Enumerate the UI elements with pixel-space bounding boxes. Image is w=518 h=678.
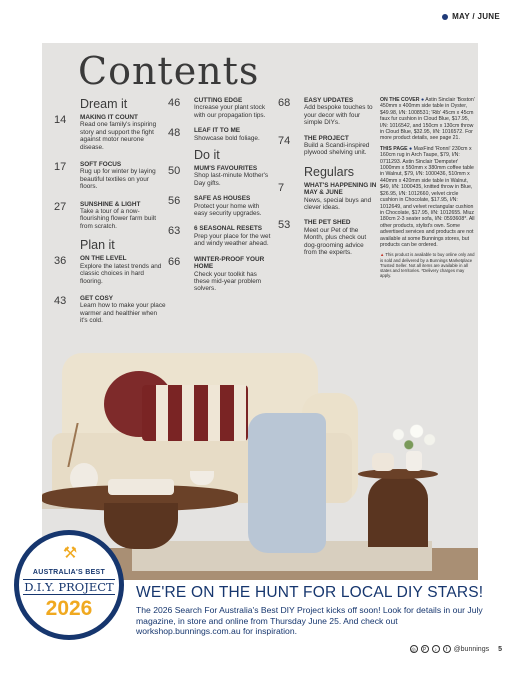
toc-entry[interactable] bbox=[278, 219, 378, 256]
ceramic-pot bbox=[372, 453, 394, 471]
hammer-icon: ⚒ bbox=[62, 545, 78, 562]
toc-entry[interactable] bbox=[168, 225, 274, 247]
toc-entry-title: CUTTING EDGE bbox=[194, 97, 243, 104]
toc-entry-title: 6 SEASONAL RESETS bbox=[194, 225, 263, 233]
toc-entry-title: THE PET SHED bbox=[304, 219, 351, 227]
this-page-text: MaxFind 'Ronni' 230cm x 160cm rug in Arch Taupe, $79, I/N: 0711293. Astin Sinclair 'Dempster' 1000mm x 550mm x 380mm coffee table in Walnut, $79, I/N: 1000436, 510mm x 440mm x 420mm side table in Walnut, $49, I/N: 1000435, knitted throw in Blue, $26.95, I/N: 1012660, velvet circle cushion in Chocolate, $17.95, I/N: 1012649, and velvet rectangular cushion in Chocolate, $17.95, I/N: 1012655. Miuz 180cm 2-3 seater sofa, I/N: 0593608*. All other products, stylist's own. Some advertised services and products are not available at some Bunnings stores, but products can be ordered. bbox=[380, 145, 475, 248]
toc-entry[interactable] bbox=[278, 97, 378, 127]
pinterest-icon[interactable]: P bbox=[421, 645, 429, 653]
toc-entry[interactable] bbox=[168, 165, 274, 187]
toc-entry-desc: Check your toolkit has these mid-year problem solvers. bbox=[194, 270, 262, 293]
toc-entry[interactable] bbox=[168, 195, 274, 217]
flowers bbox=[388, 421, 440, 455]
toc-entry-title: WINTER-PROOF YOUR HOME bbox=[194, 255, 265, 271]
this-page-label: THIS PAGE bbox=[380, 145, 408, 152]
toc-entry-title: MAKING IT COUNT bbox=[80, 114, 138, 121]
toc-entry-desc: Prep your place for the wet and windy weather ahead. bbox=[194, 232, 271, 248]
badge-line2: D.I.Y. PROJECT bbox=[24, 580, 114, 594]
badge-year: 2026 bbox=[45, 597, 93, 620]
toc-entry-title: GET COSY bbox=[80, 294, 114, 302]
toc-entry-title: SOFT FOCUS bbox=[80, 161, 122, 169]
section-do-it: Do it bbox=[194, 148, 220, 163]
toc-entry-desc: Protect your home with easy security upgrades. bbox=[194, 202, 262, 218]
toc-entry-desc: Read one family's inspiring story and support the fight against motor neurone disease. bbox=[80, 121, 157, 151]
tiktok-icon[interactable]: ♪ bbox=[432, 645, 440, 653]
striped-cushion bbox=[142, 385, 248, 441]
toc-entry-desc: Rug up for winter by laying beautiful textiles on your floors. bbox=[80, 168, 156, 191]
toc-page-number: 36 bbox=[54, 255, 67, 268]
toc-page-number: 66 bbox=[168, 255, 181, 268]
toc-entry[interactable] bbox=[278, 135, 378, 157]
toc-page-number: 53 bbox=[278, 219, 291, 232]
toc-entry-title: MUM'S FAVOURITES bbox=[194, 165, 258, 173]
toc-page-number: 17 bbox=[54, 161, 67, 174]
toc-page-number: 14 bbox=[54, 114, 67, 126]
toc-entry-desc: Learn how to make your place warmer and healthier when it's cold. bbox=[80, 302, 166, 325]
toc-entry-desc: Shop last-minute Mother's Day gifts. bbox=[194, 172, 269, 187]
toc-entry-title: SUNSHINE & LIGHT bbox=[80, 200, 141, 208]
promo-body: The 2026 Search For Australia's Best DIY Project kicks off soon! Look for details in our July magazine, in store and online from Thursday June 25. And check out workshop.bunnings.com.au for inspiration. bbox=[136, 605, 483, 637]
toc-entry-desc: Take a tour of a now-flourishing flower farm built from scratch. bbox=[80, 208, 157, 230]
toc-entry-title: ON THE LEVEL bbox=[80, 255, 127, 263]
toc-entry-title: LEAF IT TO ME bbox=[194, 127, 241, 135]
section-plan-it: Plan it bbox=[80, 238, 115, 253]
toc-page-number: 56 bbox=[168, 195, 181, 208]
toc-page-number: 27 bbox=[54, 200, 67, 213]
toc-entry-desc: Add bespoke touches to your decor with four simple DIYs. bbox=[304, 104, 373, 127]
toc-page-number: 43 bbox=[54, 294, 67, 307]
promo-block bbox=[136, 584, 496, 637]
section-regulars: Regulars bbox=[304, 164, 355, 179]
product-caption bbox=[380, 97, 476, 282]
toc-entry-title: EASY UPDATES bbox=[304, 97, 354, 104]
cover-text: Astin Sinclair 'Boston' 450mm x 400mm side table in Oyster, $49.98, I/N: 1008531; 'Rib' 45cm x 45cm faux fur cushion in Cloud Blue, $17.95, I/N: 1016542, and 150cm x 130cm throw in Cloud Blue, $32.95, I/N: 1016572. For more product details, see page 21. bbox=[380, 97, 475, 142]
knitted-throw bbox=[248, 413, 326, 553]
toc-page-number: 48 bbox=[168, 127, 181, 140]
diy-project-badge bbox=[14, 530, 124, 640]
month-dot-icon bbox=[442, 14, 448, 20]
marketplace-triangle-icon: ▲ bbox=[380, 252, 385, 258]
toc-entry[interactable] bbox=[278, 182, 378, 212]
cover-dot-icon: ● bbox=[420, 97, 425, 103]
issue-month bbox=[442, 12, 500, 21]
toc-entry-title: SAFE AS HOUSES bbox=[194, 195, 251, 203]
toc-entry-desc: Increase your plant stock with our propagation tips. bbox=[194, 104, 266, 119]
toc-entry-desc: Build a Scandi-inspired plywood shelving unit. bbox=[304, 142, 370, 157]
page-title: Contents bbox=[78, 49, 260, 93]
toc-entry-desc: Explore the latest trends and classic choices in hard flooring. bbox=[80, 262, 162, 285]
toc-page-number: 46 bbox=[168, 97, 181, 109]
side-table-base bbox=[368, 477, 428, 547]
section-dream-it: Dream it bbox=[80, 97, 128, 111]
promo-headline: WE'RE ON THE HUNT FOR LOCAL DIY STARS! bbox=[136, 584, 484, 601]
toc-page-number: 7 bbox=[278, 181, 285, 194]
column-do-it bbox=[168, 97, 274, 293]
flower-vase bbox=[406, 451, 422, 471]
toc-entry[interactable] bbox=[54, 295, 192, 325]
toc-entry-desc: News, special buys and clever ideas. bbox=[304, 196, 372, 212]
side-table-top bbox=[358, 469, 438, 479]
toc-page-number: 50 bbox=[168, 165, 181, 178]
toc-entry-title: WHAT'S HAPPENING IN MAY & JUNE bbox=[304, 181, 377, 197]
instagram-icon[interactable]: ◎ bbox=[411, 647, 416, 653]
badge-line1: AUSTRALIA'S BEST bbox=[32, 569, 106, 576]
toc-entry[interactable] bbox=[168, 127, 274, 142]
cover-label: ON THE COVER bbox=[380, 97, 420, 103]
facebook-icon[interactable]: f bbox=[443, 645, 451, 653]
page-dot-icon: ● bbox=[409, 145, 413, 152]
column-projects-regulars bbox=[278, 97, 378, 257]
toc-page-number: 74 bbox=[278, 134, 291, 147]
toc-entry[interactable] bbox=[168, 97, 274, 119]
footer bbox=[410, 645, 502, 653]
coffee-table-base bbox=[104, 503, 178, 549]
fine-print: This product is available to buy online only and is sold and delivered by a Bunnings Marketplace Trusted Seller. Not all items are available in all states and territories. *Delivery charges may apply. bbox=[380, 252, 475, 279]
contents-hero bbox=[42, 43, 478, 580]
toc-page-number: 68 bbox=[278, 97, 291, 109]
social-handle[interactable]: @bunnings bbox=[453, 645, 490, 653]
toc-entry-desc: Meet our Pet of the Month, plus check out dog-grooming advice from the experts. bbox=[304, 226, 367, 257]
toc-entry[interactable] bbox=[168, 256, 274, 293]
toc-page-number: 63 bbox=[168, 225, 181, 238]
toc-entry-desc: Showcase bold foliage. bbox=[194, 134, 260, 142]
living-room-photo bbox=[42, 343, 478, 580]
month-label: MAY / JUNE bbox=[452, 12, 500, 21]
serving-board bbox=[108, 479, 174, 495]
toc-entry-title: THE PROJECT bbox=[304, 134, 349, 142]
page-number: 5 bbox=[498, 645, 502, 653]
